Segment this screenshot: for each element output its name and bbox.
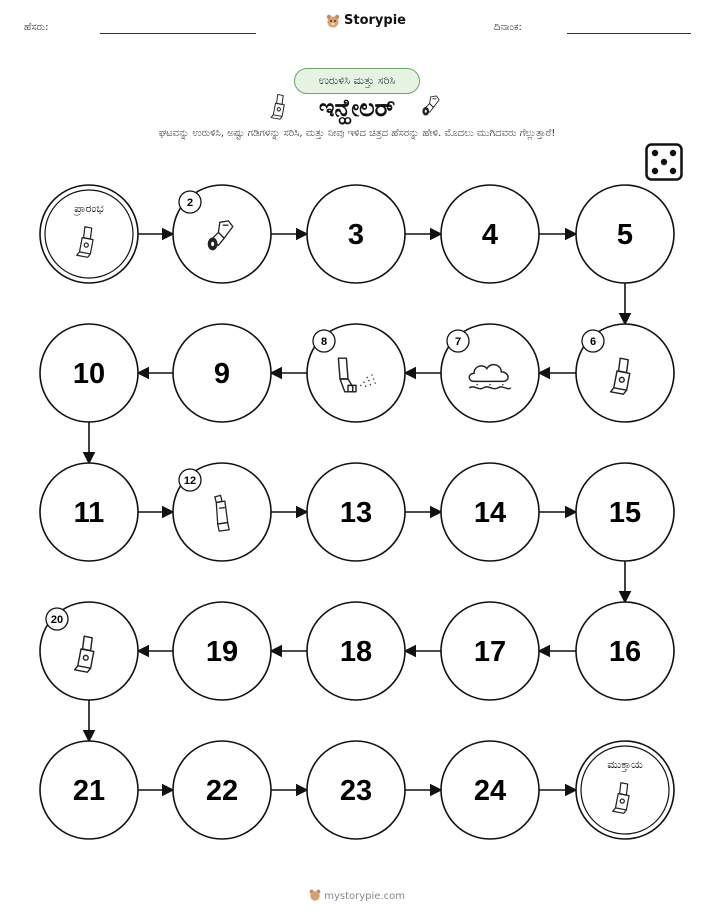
- cell-number: 10: [72, 358, 106, 390]
- cell-number: 21: [72, 775, 106, 807]
- board-cell-19[interactable]: [173, 602, 271, 700]
- footer-brand: [0, 889, 714, 902]
- date-label: ದಿನಾಂಕ:: [494, 22, 522, 33]
- board-cell-13[interactable]: [307, 463, 405, 561]
- footer-url: mystorypie.com: [324, 891, 405, 902]
- board-cell-16[interactable]: [576, 602, 674, 700]
- board-cell-9[interactable]: [173, 324, 271, 422]
- cell-number: 17: [473, 636, 507, 668]
- board-cell-4[interactable]: [441, 185, 539, 283]
- board-cell-5[interactable]: [576, 185, 674, 283]
- cell-number: 2: [186, 197, 194, 209]
- inhaler-icon: [270, 92, 292, 120]
- board-cell-1[interactable]: [40, 185, 138, 283]
- cell-number: 23: [339, 775, 373, 807]
- cell-number: 19: [205, 636, 239, 668]
- board-cell-11[interactable]: [40, 463, 138, 561]
- board-cell-14[interactable]: [441, 463, 539, 561]
- cell-number: 24: [473, 775, 507, 807]
- cell-number: 8: [320, 336, 328, 348]
- cell-number: 12: [183, 475, 197, 487]
- board-cell-22[interactable]: [173, 741, 271, 839]
- board-cell-20[interactable]: [40, 602, 138, 700]
- brand-name: Storypie: [344, 13, 406, 28]
- cell-number: 15: [608, 497, 642, 529]
- cell-circle: [576, 741, 674, 839]
- cell-number: 9: [213, 358, 231, 390]
- cell-number: 20: [50, 614, 64, 626]
- cell-number: 7: [454, 336, 462, 348]
- board-cell-12[interactable]: [173, 463, 271, 561]
- cell-number: 22: [205, 775, 239, 807]
- dice-icon: [645, 143, 683, 181]
- start-label: ಪ್ರಾರಂಭ: [74, 202, 104, 215]
- board-cell-24[interactable]: [441, 741, 539, 839]
- cell-number: 11: [73, 497, 105, 529]
- board-cell-25[interactable]: [576, 741, 674, 839]
- board-cell-6[interactable]: [576, 324, 674, 422]
- board-cell-3[interactable]: [307, 185, 405, 283]
- cell-number: 3: [347, 219, 365, 251]
- subtitle-pill: ಉರುಳಿಸಿ ಮತ್ತು ಸರಿಸಿ: [294, 68, 420, 94]
- cell-number: 4: [481, 219, 499, 251]
- board-cell-10[interactable]: [40, 324, 138, 422]
- cell-number: 5: [616, 219, 634, 251]
- board-cell-21[interactable]: [40, 741, 138, 839]
- board-cell-18[interactable]: [307, 602, 405, 700]
- cell-number: 6: [589, 336, 597, 348]
- cell-number: 14: [473, 497, 507, 529]
- cell-circle: [40, 185, 138, 283]
- name-label: ಹೆಸರು:: [24, 22, 49, 33]
- instructions: ಘಟವನ್ನು ಉರುಳಿಸಿ, ಅಷ್ಟು ಗಡಿಗಳನ್ನು ಸರಿಸಿ, ಮತ್ತು ನೀವು ಇಳಿದ ಚಿತ್ರದ ಹೆಸರನ್ನು ಹೇಳಿ. ಮೊದಲು ಮುಗಿದವರು ಗೆಲ್ಲುತ್ತಾರೆ!: [158, 128, 556, 139]
- cell-number: 18: [339, 636, 373, 668]
- inhaler-side-icon: [420, 92, 444, 120]
- cell-number: 13: [339, 497, 373, 529]
- board-cell-15[interactable]: [576, 463, 674, 561]
- board-cell-17[interactable]: [441, 602, 539, 700]
- board-cell-23[interactable]: [307, 741, 405, 839]
- board-cell-8[interactable]: [307, 324, 405, 422]
- finish-label: ಮುಕ್ತಾಯ: [607, 758, 643, 771]
- cell-number: 16: [608, 636, 642, 668]
- board-cell-7[interactable]: [441, 324, 539, 422]
- bear-mascot-icon: [309, 889, 321, 901]
- page-title: ಇನ್ಹೇಲರ್: [318, 94, 396, 122]
- board-cell-2[interactable]: [173, 185, 271, 283]
